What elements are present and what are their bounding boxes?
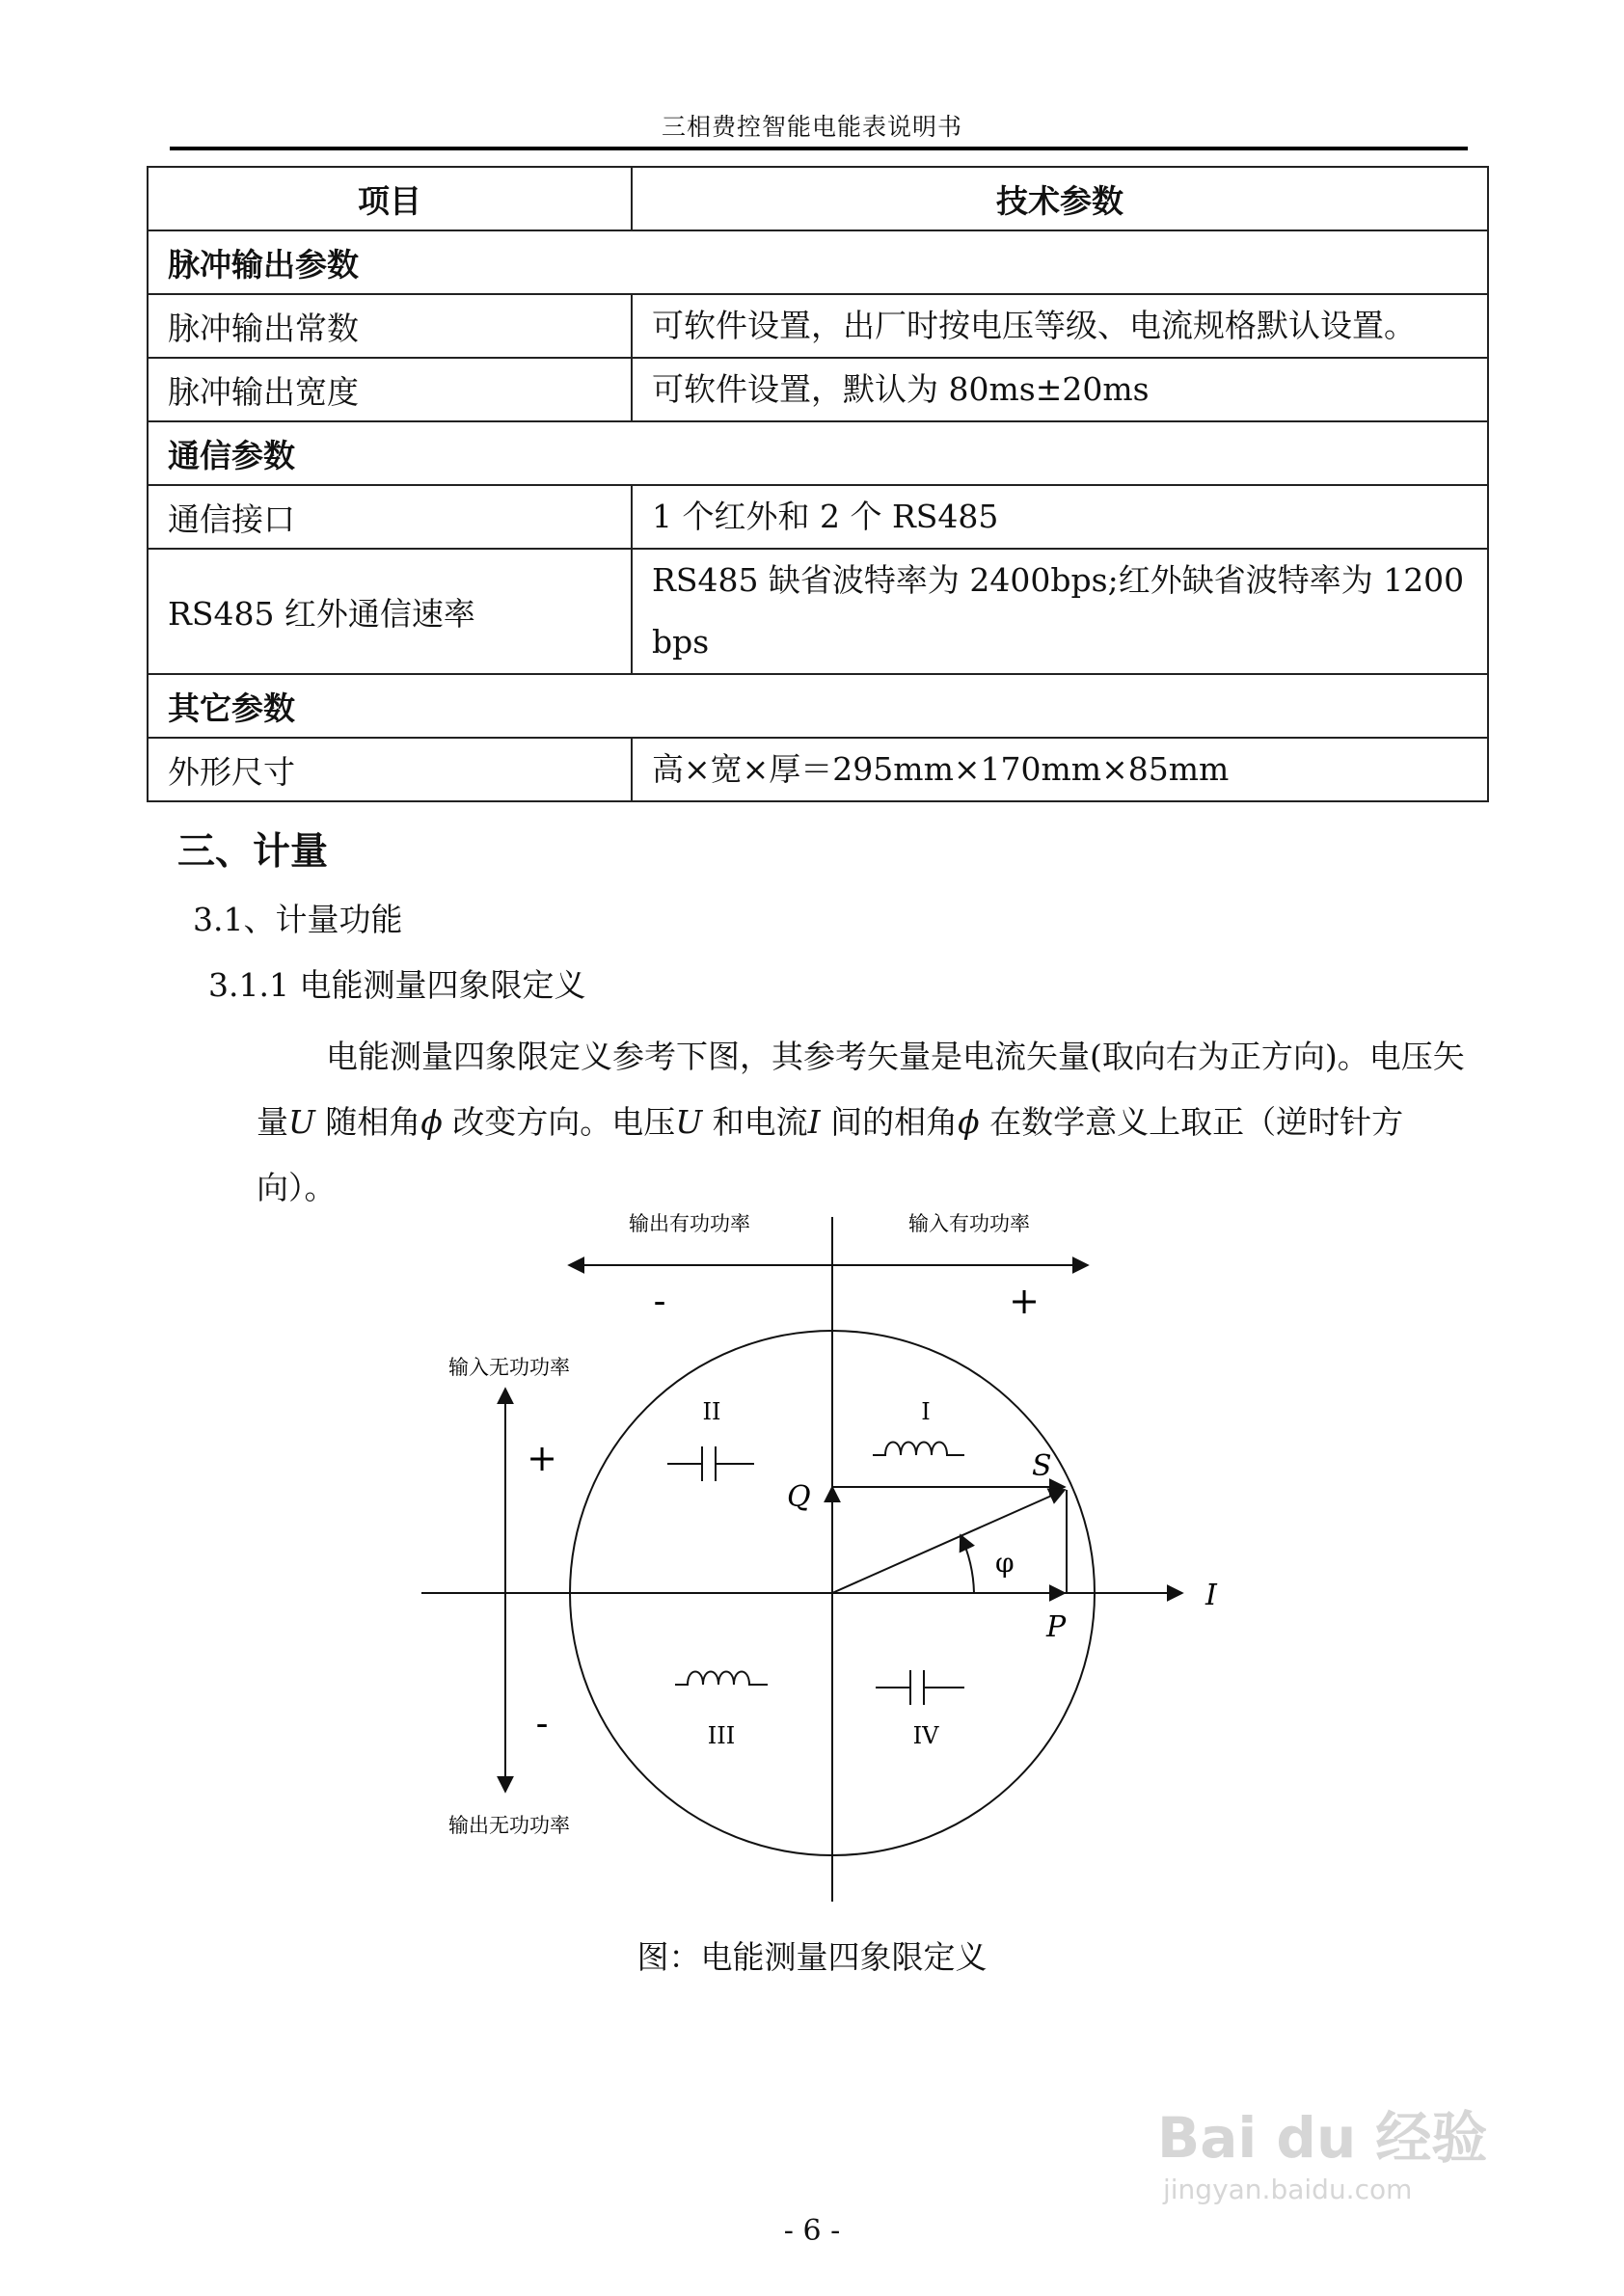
row-item: 外形尺寸 [148,738,632,801]
row-item: 通信接口 [148,485,632,549]
symbol-i: I [807,1103,821,1141]
baidu-watermark [1157,2093,1543,2205]
watermark-url: jingyan.baidu.com [1163,2174,1413,2205]
row-item: RS485 红外通信速率 [148,549,632,674]
angle-arc [961,1535,974,1593]
para-text: 间的相角 [820,1103,959,1141]
section-heading: 三、计量 [177,830,329,874]
label-s: S [1032,1449,1052,1483]
top-minus-sign: - [653,1280,666,1322]
page-number: - 6 - [783,2214,841,2248]
row-value: 可软件设置，默认为 80ms±20ms [632,358,1488,421]
inductor-icon [675,1672,768,1686]
top-plus-sign: + [1009,1280,1040,1322]
output-reactive-power-label: 输出无功功率 [448,1814,570,1837]
column-header-param: 技术参数 [632,167,1488,230]
output-active-power-label: 输出有功功率 [629,1212,750,1235]
quadrant-iv-label: IV [912,1722,939,1749]
vector-s [832,1490,1065,1593]
subsubsection-heading: 3.1.1 电能测量四象限定义 [208,966,586,1004]
row-item: 脉冲输出常数 [148,294,632,358]
input-reactive-power-label: 输入无功功率 [448,1356,570,1379]
para-text: 改变方向。电压 [442,1103,676,1141]
column-header-item: 项目 [148,167,632,230]
section-pulse-output: 脉冲输出参数 [148,230,1488,294]
row-value-line2: bps [652,623,710,661]
symbol-phi: ϕ [420,1103,443,1141]
row-value: 1 个红外和 2 个 RS485 [632,485,1488,549]
para-text: 和电流 [702,1103,808,1141]
row-value: 可软件设置，出厂时按电压等级、电流规格默认设置。 [632,294,1488,358]
left-minus-sign: - [535,1702,549,1744]
row-value-line1: RS485 缺省波特率为 2400bps;红外缺省波特率为 1200 [652,561,1465,599]
row-item: 脉冲输出宽度 [148,358,632,421]
subsection-heading: 3.1、计量功能 [193,901,403,938]
label-phi-angle: φ [995,1547,1015,1579]
label-i-axis: I [1205,1579,1217,1612]
para-text: 电能测量四象限定义参考下图，其参考矢量是电流矢量(取向右为正方向)。电压矢量 [257,1038,1465,1141]
quadrant-i-label: I [921,1398,931,1425]
para-text: 在数学意义上取正（逆时针方向）。 [257,1103,1404,1206]
symbol-phi: ϕ [958,1103,980,1141]
quadrant-ii-label: II [702,1398,721,1425]
label-p: P [1046,1610,1067,1644]
figure-caption: 图：电能测量四象限定义 [636,1938,988,1976]
capacitor-icon [876,1670,964,1705]
symbol-u: U [675,1103,703,1141]
section-communication: 通信参数 [148,421,1488,485]
quadrant-iii-label: III [707,1722,736,1749]
watermark-brand: Bai du 经验 [1157,2105,1488,2171]
capacitor-icon [667,1446,754,1481]
section-other: 其它参数 [148,674,1488,738]
inductor-icon [873,1443,964,1456]
symbol-u: U [288,1103,315,1141]
row-value: 高×宽×厚＝295mm×170mm×85mm [632,738,1488,801]
left-plus-sign: + [527,1437,557,1479]
input-active-power-label: 输入有功功率 [908,1212,1030,1235]
para-text: 随相角 [314,1103,421,1141]
label-q: Q [787,1480,811,1514]
header-title: 三相费控智能电能表说明书 [661,113,962,141]
